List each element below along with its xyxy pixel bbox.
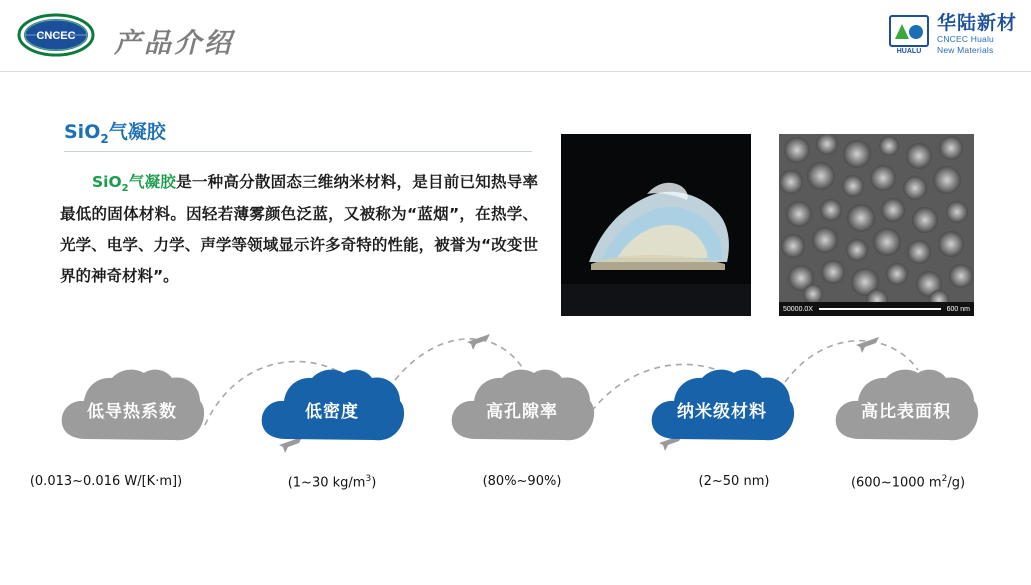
section-heading-underline xyxy=(64,151,532,152)
brand-name-en-line1: CNCEC Hualu xyxy=(936,33,994,44)
feature-cloud-label: 低密度 xyxy=(305,402,359,422)
sem-magnification-label: 50000.0X xyxy=(783,305,813,313)
section-heading-main: SiO xyxy=(64,121,101,143)
paragraph-lead-sub: 2 xyxy=(121,183,129,195)
feature-cloud-2[interactable] xyxy=(448,365,596,447)
brand-name-cn: 华陆新材 xyxy=(936,12,1017,34)
sem-scale-label: 600 nm xyxy=(946,305,970,313)
feature-cloud-1[interactable] xyxy=(258,365,406,447)
feature-cloud-4[interactable] xyxy=(832,365,980,447)
feature-caption-1 xyxy=(232,474,432,490)
svg-text:HUALU: HUALU xyxy=(896,47,922,55)
brand-name-en-line2: New Materials xyxy=(936,44,994,55)
feature-caption-2: (80%~90%) xyxy=(482,474,562,489)
plane-icon xyxy=(855,332,881,354)
paragraph-lead-main: SiO xyxy=(92,173,122,191)
feature-caption-4 xyxy=(808,474,1008,490)
feature-cloud-3[interactable] xyxy=(648,365,796,447)
paragraph-lead-tail: 气凝胶 xyxy=(128,173,177,191)
feature-cloud-label: 低导热系数 xyxy=(87,402,177,422)
feature-caption-tail: ) xyxy=(371,475,377,491)
feature-caption-main: (600~1000 m xyxy=(850,475,942,491)
page-title: 产品介绍 xyxy=(114,28,234,59)
feature-caption-3: (2~50 nm) xyxy=(698,474,770,489)
sem-scale-line xyxy=(819,308,941,310)
page-header xyxy=(0,0,1031,72)
section-heading xyxy=(64,117,166,146)
paragraph-text: 是一种高分散固态三维纳米材料，是目前已知热导率最低的固体材料。因轻若薄雾颜色泛蓝，又被称为“蓝烟”，在热学、光学、电学、力学、声学等领域显示许多奇特的性能，被誉为“改变世界的神奇材料”。 xyxy=(60,173,538,286)
feature-cloud-0[interactable] xyxy=(58,365,206,447)
header-divider xyxy=(0,71,1031,72)
feature-cloud-label: 高孔隙率 xyxy=(486,402,558,422)
svg-text:CNCEC: CNCEC xyxy=(36,30,76,42)
feature-caption-sup: 3 xyxy=(365,474,372,484)
feature-caption-tail: /g) xyxy=(947,475,966,491)
hualu-logo-icon xyxy=(889,15,929,55)
brand-lockup xyxy=(889,14,1017,55)
feature-cloud-label: 纳米级材料 xyxy=(677,402,767,422)
cncec-logo xyxy=(17,13,95,57)
description-paragraph xyxy=(60,167,538,292)
feature-cloud-label: 高比表面积 xyxy=(861,402,951,422)
plane-icon xyxy=(466,329,492,351)
section-heading-sub: 2 xyxy=(100,131,109,146)
aerogel-sem-image xyxy=(779,134,974,316)
aerogel-sample-photo xyxy=(561,134,751,316)
section-heading-tail: 气凝胶 xyxy=(108,121,166,143)
sem-scale-bar xyxy=(779,302,974,316)
feature-caption-0: (0.013~0.016 W/[K·m]) xyxy=(29,474,183,489)
feature-caption-main: (1~30 kg/m xyxy=(287,475,366,491)
feature-caption-sup: 2 xyxy=(941,474,948,484)
